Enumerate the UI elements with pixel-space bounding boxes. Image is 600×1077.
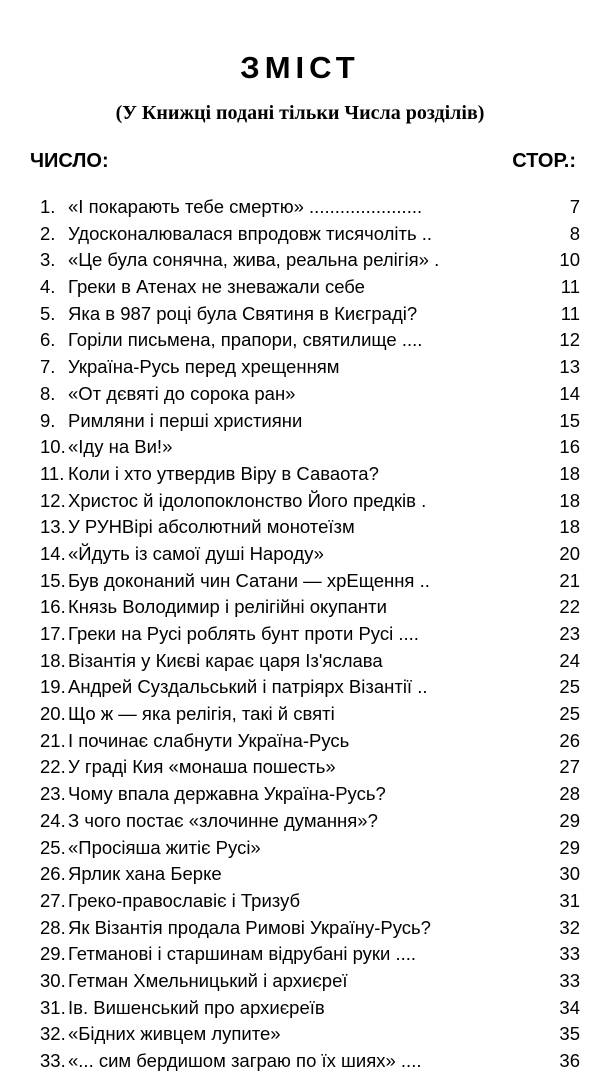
toc-entry-title: «Йдуть із самої душі Народу»: [68, 542, 324, 564]
toc-entry-number: 18.: [40, 649, 66, 671]
toc-entry-number: 22.: [40, 756, 66, 778]
toc-entry: [40, 676, 580, 703]
toc-entry-number: 27.: [40, 889, 66, 911]
toc-entry: [40, 1023, 580, 1050]
toc-entry-number: 33.: [40, 1050, 66, 1071]
toc-entry: [40, 196, 580, 223]
toc-entry: [40, 970, 580, 997]
toc-entry-page: 16: [559, 436, 580, 458]
toc-entry-title: Римляни і перші християни: [68, 409, 303, 431]
toc-entry: [40, 863, 580, 890]
toc-entry-title: Був доконаний чин Сатани — хрЕщення ..: [68, 569, 430, 591]
toc-entry: [40, 383, 580, 410]
toc-entry-number: 12.: [40, 489, 66, 511]
toc-entry-page: 12: [559, 329, 580, 351]
toc-entry-title: Гетман Хмельницький і архиєреї: [68, 969, 348, 991]
toc-entry-title: Андрей Суздальський і патріярх Візантії ..: [68, 676, 428, 698]
toc-entry: [40, 276, 580, 303]
toc-entry-number: 2.: [40, 222, 56, 244]
toc-entry-number: 28.: [40, 916, 66, 938]
page-subtitle: (У Книжці подані тільки Числа розділів): [115, 102, 485, 124]
toc-entry-title: І починає слабнути Україна-Русь: [68, 729, 350, 751]
toc-entry-title: Греки на Русі роблять бунт проти Русі ....: [68, 623, 419, 644]
toc-entry-title: «... сим бердишом заграю по їх шиях» ....: [68, 1050, 422, 1071]
toc-entry-number: 4.: [40, 276, 56, 298]
toc-entry-title: Чому впала державна Україна-Русь?: [68, 783, 386, 805]
toc-entry-title: Греко-православіє і Тризуб: [68, 889, 301, 911]
toc-entry-page: 8: [569, 222, 580, 244]
toc-entry: [40, 303, 580, 330]
toc-entry-number: 17.: [40, 623, 66, 644]
toc-entry-title: Христос й ідолопоклонство Його предків .: [68, 489, 427, 511]
toc-entry-title: Князь Володимир і релігійні окупанти: [68, 596, 387, 618]
toc-entry-page: 28: [559, 783, 580, 805]
toc-entry-title: Горіли письмена, прапори, святилище ....: [68, 329, 423, 351]
toc-entry-page: 30: [559, 863, 580, 885]
toc-entry-title: У граді Кия «монаша пошесть»: [68, 756, 336, 778]
toc-entry-page: 35: [559, 1023, 580, 1045]
toc-entry: [40, 650, 580, 677]
toc-entry-title: Коли і хто утвердив Віру в Саваота?: [68, 462, 379, 484]
toc-entry-number: 7.: [40, 356, 56, 378]
toc-entry-page: 31: [559, 889, 580, 911]
toc-entry: [40, 730, 580, 757]
toc-entry-page: 34: [559, 996, 580, 1018]
column-header-number: ЧИСЛО:: [30, 150, 109, 172]
toc-entry: [40, 356, 580, 383]
toc-entry-page: 36: [559, 1050, 580, 1071]
toc-entry: [40, 1050, 580, 1077]
toc-entry-page: 29: [559, 809, 580, 831]
toc-entry-number: 15.: [40, 569, 66, 591]
toc-entry: [40, 756, 580, 783]
toc-entry: [40, 490, 580, 517]
table-of-contents: [40, 196, 580, 1077]
toc-entry-page: 18: [559, 489, 580, 511]
toc-entry-page: 10: [559, 249, 580, 271]
toc-entry: [40, 249, 580, 276]
toc-entry-number: 10.: [40, 436, 66, 458]
toc-entry-page: 29: [559, 836, 580, 858]
toc-entry-title: «І покарають тебе смертю» ......................: [68, 196, 423, 217]
toc-entry: [40, 703, 580, 730]
toc-entry-number: 3.: [40, 249, 56, 271]
toc-entry-page: 11: [560, 276, 580, 298]
toc-entry-number: 13.: [40, 516, 66, 538]
toc-entry: [40, 943, 580, 970]
toc-entry: [40, 997, 580, 1024]
toc-entry-page: 33: [559, 943, 580, 965]
toc-entry-number: 20.: [40, 703, 66, 725]
toc-entry-title: «От дєвяті до сорока ран»: [68, 382, 296, 404]
toc-entry-title: Що ж — яка релігія, такі й святі: [68, 703, 335, 725]
toc-entry-number: 31.: [40, 996, 66, 1018]
toc-entry-number: 8.: [40, 382, 56, 404]
page-title: ЗМІСТ: [240, 50, 360, 85]
toc-entry-title: Як Візантія продала Римові Україну-Русь?: [68, 916, 431, 938]
toc-entry-number: 29.: [40, 943, 66, 965]
toc-entry: [40, 917, 580, 944]
toc-entry-number: 16.: [40, 596, 66, 618]
toc-entry-page: 20: [559, 542, 580, 564]
toc-entry: [40, 516, 580, 543]
toc-entry-number: 1.: [40, 196, 56, 217]
toc-entry-number: 6.: [40, 329, 56, 351]
toc-entry-number: 24.: [40, 809, 66, 831]
toc-entry-title: Гетманові і старшинам відрубані руки ....: [68, 943, 417, 965]
toc-entry-number: 30.: [40, 969, 66, 991]
toc-entry: [40, 410, 580, 437]
toc-entry-page: 18: [559, 462, 580, 484]
toc-entry-page: 7: [569, 196, 580, 217]
toc-entry-title: «Бідних живцем лупите»: [68, 1023, 281, 1045]
toc-entry-number: 14.: [40, 542, 66, 564]
toc-entry-number: 21.: [40, 729, 66, 751]
toc-entry: [40, 837, 580, 864]
toc-entry-page: 24: [559, 649, 580, 671]
toc-entry-page: 22: [559, 596, 580, 618]
toc-entry-number: 25.: [40, 836, 66, 858]
toc-entry-title: У РУНВірі абсолютний монотеїзм: [68, 516, 355, 538]
toc-entry: [40, 543, 580, 570]
toc-entry: [40, 596, 580, 623]
toc-entry-title: Яка в 987 році була Святиня в Києграді?: [68, 302, 418, 324]
toc-entry-number: 26.: [40, 863, 66, 885]
toc-entry-page: 21: [559, 569, 580, 591]
toc-entry-number: 11.: [40, 462, 65, 484]
toc-entry-title: Удосконалювалася впродовж тисячоліть ..: [68, 222, 433, 244]
toc-entry-title: З чого постає «злочинне думання»?: [68, 809, 378, 831]
toc-entry-page: 18: [559, 516, 580, 538]
toc-entry-page: 11: [560, 302, 580, 324]
toc-entry-number: 19.: [40, 676, 66, 698]
toc-entry: [40, 329, 580, 356]
toc-entry-page: 25: [559, 676, 580, 698]
toc-entry-page: 26: [559, 729, 580, 751]
toc-entry: [40, 436, 580, 463]
toc-entry-page: 32: [559, 916, 580, 938]
toc-entry-page: 14: [559, 382, 580, 404]
toc-entry: [40, 223, 580, 250]
toc-entry-title: «Іду на Ви!»: [68, 436, 173, 458]
toc-entry-number: 32.: [40, 1023, 66, 1045]
toc-entry: [40, 810, 580, 837]
toc-entry-page: 27: [559, 756, 580, 778]
toc-entry-page: 15: [559, 409, 580, 431]
toc-entry-title: Україна-Русь перед хрещенням: [68, 356, 340, 378]
toc-entry-title: Ів. Вишенський про архиєреїв: [68, 996, 325, 1018]
toc-entry: [40, 570, 580, 597]
toc-entry-title: Ярлик хана Берке: [68, 863, 222, 885]
toc-entry: [40, 463, 580, 490]
toc-entry: [40, 623, 580, 650]
toc-entry-number: 5.: [40, 302, 56, 324]
toc-entry-number: 9.: [40, 409, 56, 431]
toc-entry: [40, 890, 580, 917]
toc-entry-page: 33: [559, 969, 580, 991]
toc-entry-title: Греки в Атенах не зневажали себе: [68, 276, 365, 298]
toc-entry-title: Візантія у Києві карає царя Із'яслава: [68, 649, 383, 671]
toc-entry-title: «Це була сонячна, жива, реальна релігія» .: [68, 249, 440, 271]
toc-entry-page: 25: [559, 703, 580, 725]
toc-entry-page: 13: [559, 356, 580, 378]
toc-entry: [40, 783, 580, 810]
toc-entry-page: 23: [559, 623, 580, 644]
column-header-page: СТОР.:: [512, 150, 576, 172]
toc-entry-title: «Просіяша житіє Русі»: [68, 836, 261, 858]
toc-entry-number: 23.: [40, 783, 66, 805]
